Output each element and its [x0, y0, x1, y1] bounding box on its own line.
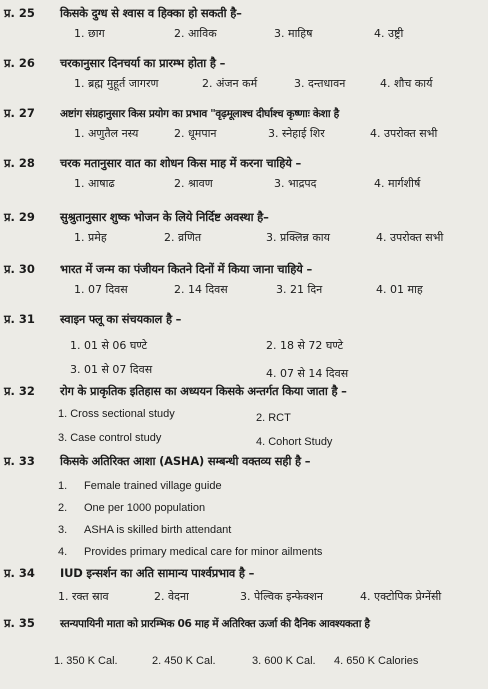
question-26	[4, 56, 486, 94]
question-text: अष्टांग संग्रहानुसार किस प्रयोग का प्रभाव "वृढ़मूलाश्च दीर्घाश्च कृष्णाः केशा है	[60, 108, 339, 120]
question-text: किसके अतिरिक्त आशा (ASHA) सम्बन्धी वक्तव्य सही है –	[60, 454, 311, 468]
option-3: 3. दन्तधावन	[294, 77, 346, 90]
question-text: सुश्रुतानुसार शुष्क भोजन के लिये निर्दिष्ट अवस्था है–	[60, 210, 269, 224]
option-1: 1. 350 K Cal.	[54, 655, 118, 667]
option-2-number: 2.	[58, 502, 68, 514]
option-4: 4. उपरोक्त सभी	[370, 127, 438, 140]
question-35	[4, 616, 486, 673]
option-4: 4. उष्ट्री	[374, 27, 404, 40]
option-4: 4. उपरोक्त सभी	[376, 231, 444, 244]
option-1: 1. अणुतैल नस्य	[74, 127, 139, 140]
question-number: प्र. 29	[4, 210, 35, 224]
option-4: 4. एक्टोपिक प्रेग्नेंसी	[360, 590, 442, 603]
question-34	[4, 566, 486, 607]
option-2: 2. धूमपान	[174, 127, 217, 140]
option-3: 3. माहिष	[274, 27, 313, 40]
question-33	[4, 454, 486, 558]
option-2: 2. 14 दिवस	[174, 283, 228, 296]
question-32	[4, 384, 486, 448]
question-30	[4, 262, 486, 300]
option-4: 4. मार्गशीर्ष	[374, 177, 421, 190]
option-3: 3. पेल्विक इन्फेक्शन	[240, 590, 323, 603]
option-1: 1. रक्त स्राव	[58, 590, 109, 603]
option-3: 3. 600 K Cal.	[252, 655, 316, 667]
option-1: 1. 07 दिवस	[74, 283, 128, 296]
question-25	[4, 6, 486, 44]
option-2: 2. आविक	[174, 27, 217, 40]
option-3: 3. स्नेहाई शिर	[268, 127, 325, 140]
option-2: 2. 450 K Cal.	[152, 655, 216, 667]
option-1: 1. छाग	[74, 27, 105, 40]
option-4: 4. 01 माह	[376, 283, 423, 296]
option-4: 4. 650 K Calories	[334, 655, 419, 667]
option-4: Provides primary medical care for minor ailments	[84, 546, 323, 558]
option-2: 2. RCT	[256, 412, 291, 424]
option-4-number: 4.	[58, 546, 68, 558]
question-text: चरकानुसार दिनचर्या का प्रारम्भ होता है –	[60, 56, 226, 70]
option-1: 1. ब्रह्म मुहूर्त जागरण	[74, 77, 159, 90]
question-number: प्र. 32	[4, 384, 35, 398]
question-number: प्र. 33	[4, 454, 35, 468]
question-number: प्र. 28	[4, 156, 35, 170]
question-text: चरक मतानुसार वात का शोधन किस माह में करना चाहिये –	[60, 156, 302, 170]
option-1: Female trained village guide	[84, 480, 222, 492]
option-4: 4. 07 से 14 दिवस	[266, 367, 349, 380]
option-4: 4. Cohort Study	[256, 436, 333, 448]
question-number: प्र. 26	[4, 56, 35, 70]
question-text: रोग के प्राकृतिक इतिहास का अध्ययन किसके अन्तर्गत किया जाता है –	[60, 384, 347, 398]
question-28	[4, 156, 486, 194]
question-text: स्वाइन फ्लू का संचयकाल है –	[60, 312, 182, 326]
question-number: प्र. 34	[4, 566, 35, 580]
option-3: 3. भाद्रपद	[274, 177, 317, 190]
option-3: 3. Case control study	[58, 432, 162, 444]
question-number: प्र. 30	[4, 262, 35, 276]
option-3-number: 3.	[58, 524, 68, 536]
question-number: प्र. 35	[4, 616, 35, 630]
option-3: ASHA is skilled birth attendant	[84, 524, 232, 536]
question-text: किसके दुग्ध से श्वास व हिक्का हो सकती है–	[60, 6, 242, 20]
option-1: 1. Cross sectional study	[58, 408, 175, 420]
question-number: प्र. 27	[4, 106, 35, 120]
option-2: 2. व्रणित	[164, 231, 202, 244]
option-2: One per 1000 population	[84, 502, 206, 514]
option-2: 2. 18 से 72 घण्टे	[266, 339, 344, 352]
question-text: IUD इन्सर्शन का अति सामान्य पार्श्वप्रभाव है –	[60, 566, 255, 580]
question-number: प्र. 25	[4, 6, 35, 20]
option-2: 2. श्रावण	[174, 177, 213, 190]
question-29	[4, 210, 486, 248]
question-27	[4, 106, 486, 144]
option-3: 3. 21 दिन	[276, 283, 323, 296]
question-text: भारत में जन्म का पंजीयन कितने दिनों में किया जाना चाहिये –	[60, 262, 312, 276]
option-3: 3. 01 से 07 दिवस	[70, 363, 153, 376]
question-31	[4, 312, 486, 380]
option-1: 1. आषाढ	[74, 177, 115, 190]
question-number: प्र. 31	[4, 312, 35, 326]
option-2: 2. अंजन कर्म	[202, 77, 258, 90]
option-1: 1. प्रमेह	[74, 231, 107, 244]
question-text: स्तन्यपायिनी माता को प्रारम्भिक 06 माह में अतिरिक्त ऊर्जा की दैनिक आवश्यकता है	[60, 618, 370, 630]
option-2: 2. वेदना	[154, 590, 189, 603]
option-4: 4. शौच कार्य	[380, 77, 433, 90]
option-1: 1. 01 से 06 घण्टे	[70, 339, 148, 352]
option-3: 3. प्रक्लिन्न काय	[266, 231, 330, 244]
option-1-number: 1.	[58, 480, 68, 492]
